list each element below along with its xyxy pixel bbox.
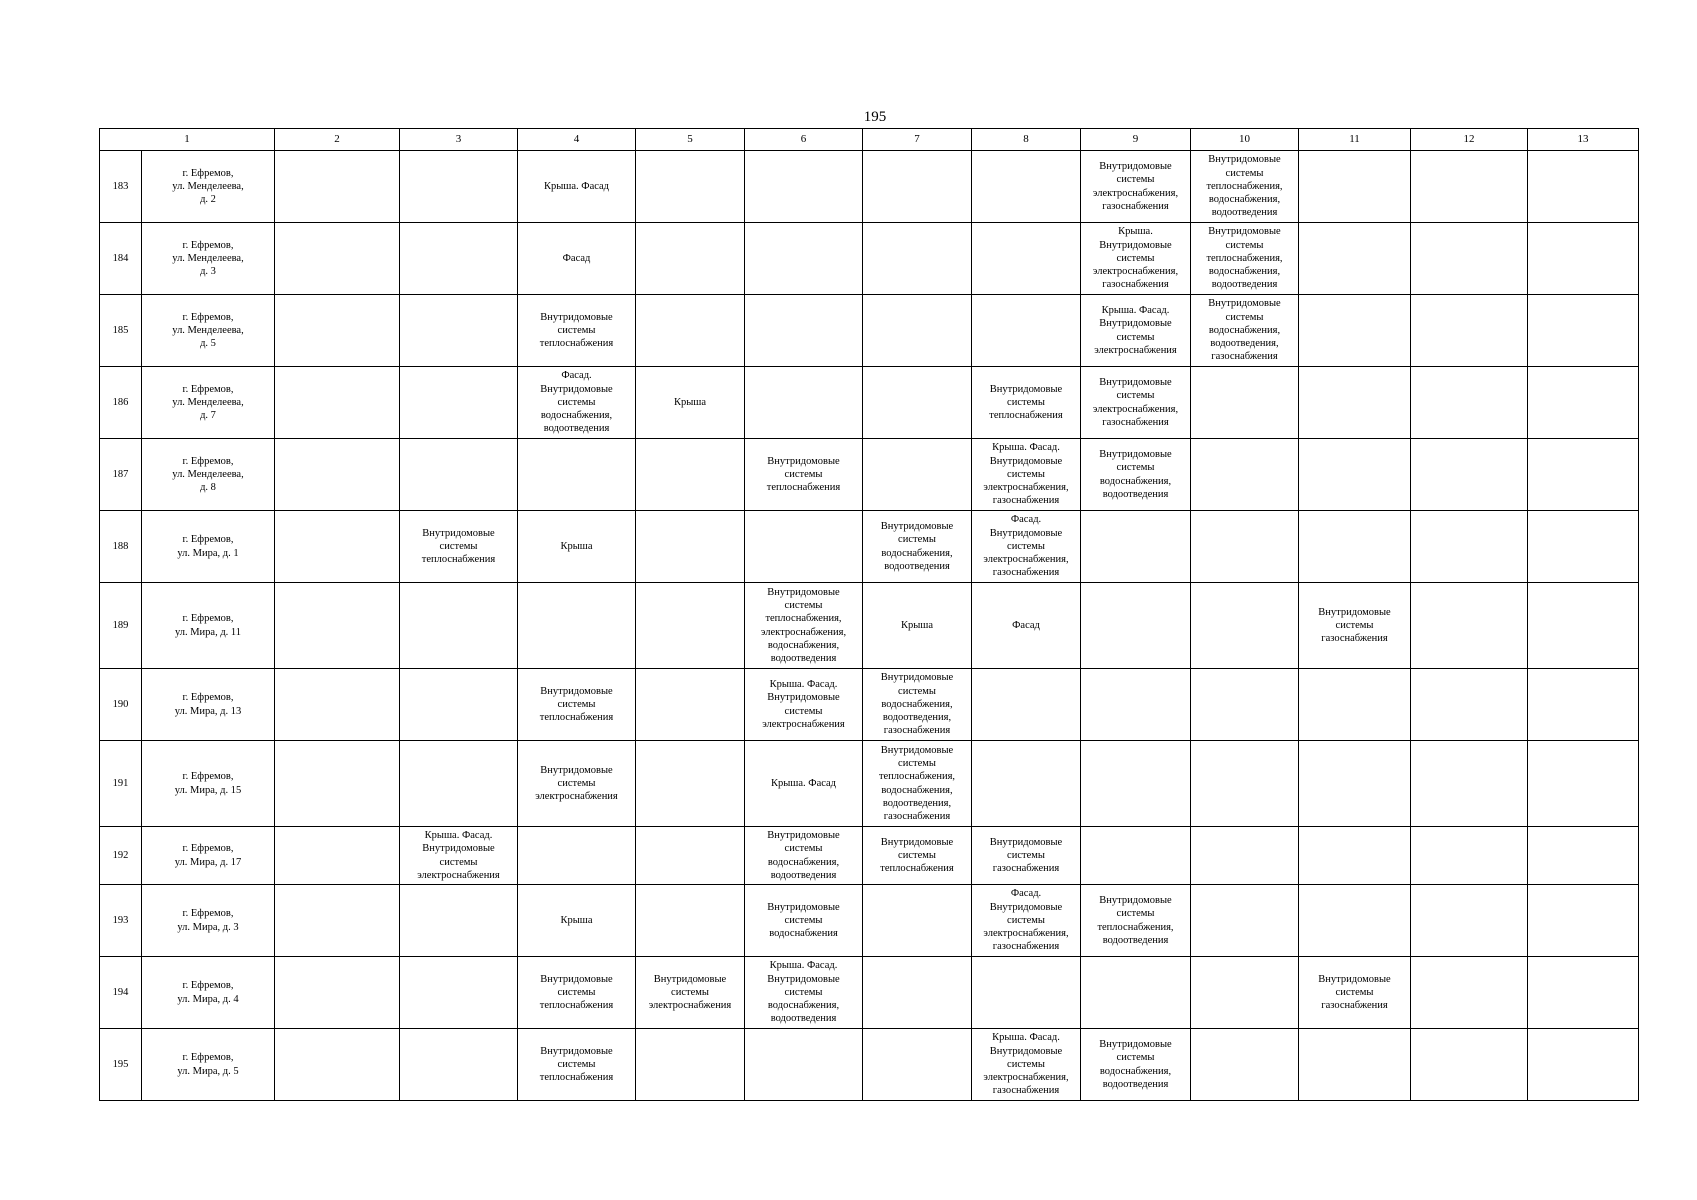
- work-cell-2: [275, 511, 400, 583]
- row-number-cell: 188: [100, 511, 142, 583]
- work-cell-7: [863, 1029, 972, 1101]
- work-cell-9: Внутридомовые системы электроснабжения, газоснабжения: [1081, 367, 1191, 439]
- work-cell-13: [1528, 223, 1639, 295]
- column-header: 5: [636, 129, 745, 151]
- address-cell: г. Ефремов, ул. Мира, д. 11: [142, 583, 275, 669]
- work-cell-2: [275, 741, 400, 827]
- column-header: 9: [1081, 129, 1191, 151]
- work-cell-10: [1191, 957, 1299, 1029]
- work-cell-3: Крыша. Фасад. Внутридомовые системы электроснабжения: [400, 827, 518, 885]
- address-cell: г. Ефремов, ул. Менделеева, д. 3: [142, 223, 275, 295]
- table-row: [100, 439, 1639, 511]
- table-row: [100, 223, 1639, 295]
- work-cell-10: Внутридомовые системы водоснабжения, водоотведения, газоснабжения: [1191, 295, 1299, 367]
- work-cell-6: Крыша. Фасад. Внутридомовые системы водоснабжения, водоотведения: [745, 957, 863, 1029]
- work-cell-2: [275, 367, 400, 439]
- work-cell-10: Внутридомовые системы теплоснабжения, водоснабжения, водоотведения: [1191, 223, 1299, 295]
- work-cell-12: [1411, 957, 1528, 1029]
- work-cell-6: Внутридомовые системы теплоснабжения: [745, 439, 863, 511]
- work-cell-11: [1299, 511, 1411, 583]
- work-cell-4: Внутридомовые системы электроснабжения: [518, 741, 636, 827]
- row-number-cell: 194: [100, 957, 142, 1029]
- work-cell-13: [1528, 583, 1639, 669]
- table-row: [100, 583, 1639, 669]
- work-cell-13: [1528, 439, 1639, 511]
- work-cell-7: Внутридомовые системы водоснабжения, водоотведения: [863, 511, 972, 583]
- work-cell-11: [1299, 151, 1411, 223]
- work-cell-4: Крыша. Фасад: [518, 151, 636, 223]
- work-cell-11: [1299, 367, 1411, 439]
- work-cell-6: [745, 295, 863, 367]
- work-cell-6: Крыша. Фасад: [745, 741, 863, 827]
- work-cell-4: Внутридомовые системы теплоснабжения: [518, 669, 636, 741]
- row-number-cell: 186: [100, 367, 142, 439]
- address-cell: г. Ефремов, ул. Менделеева, д. 7: [142, 367, 275, 439]
- work-cell-10: Внутридомовые системы теплоснабжения, водоснабжения, водоотведения: [1191, 151, 1299, 223]
- work-cell-6: [745, 367, 863, 439]
- work-cell-13: [1528, 151, 1639, 223]
- work-cell-11: [1299, 295, 1411, 367]
- work-cell-5: [636, 827, 745, 885]
- work-cell-9: Внутридомовые системы электроснабжения, газоснабжения: [1081, 151, 1191, 223]
- work-cell-11: Внутридомовые системы газоснабжения: [1299, 583, 1411, 669]
- work-cell-2: [275, 885, 400, 957]
- work-cell-5: [636, 1029, 745, 1101]
- work-cell-8: Фасад. Внутридомовые системы электроснабжения, газоснабжения: [972, 511, 1081, 583]
- work-cell-9: Внутридомовые системы теплоснабжения, водоотведения: [1081, 885, 1191, 957]
- work-cell-10: [1191, 669, 1299, 741]
- work-cell-11: [1299, 1029, 1411, 1101]
- work-cell-3: [400, 957, 518, 1029]
- row-number-cell: 193: [100, 885, 142, 957]
- address-cell: г. Ефремов, ул. Менделеева, д. 8: [142, 439, 275, 511]
- work-cell-7: [863, 151, 972, 223]
- repair-schedule-table: [99, 128, 1639, 1101]
- work-cell-12: [1411, 367, 1528, 439]
- work-cell-3: [400, 741, 518, 827]
- work-cell-9: [1081, 741, 1191, 827]
- work-cell-5: [636, 669, 745, 741]
- row-number-cell: 189: [100, 583, 142, 669]
- work-cell-12: [1411, 439, 1528, 511]
- page-number: 195: [863, 109, 887, 125]
- work-cell-13: [1528, 885, 1639, 957]
- work-cell-12: [1411, 223, 1528, 295]
- work-cell-10: [1191, 885, 1299, 957]
- column-header: 4: [518, 129, 636, 151]
- address-cell: г. Ефремов, ул. Мира, д. 4: [142, 957, 275, 1029]
- work-cell-2: [275, 827, 400, 885]
- table-row: [100, 669, 1639, 741]
- work-cell-9: Внутридомовые системы водоснабжения, водоотведения: [1081, 439, 1191, 511]
- work-cell-2: [275, 151, 400, 223]
- work-cell-6: Внутридомовые системы водоснабжения, водоотведения: [745, 827, 863, 885]
- work-cell-12: [1411, 511, 1528, 583]
- address-cell: г. Ефремов, ул. Мира, д. 13: [142, 669, 275, 741]
- work-cell-2: [275, 223, 400, 295]
- work-cell-4: Внутридомовые системы теплоснабжения: [518, 1029, 636, 1101]
- work-cell-12: [1411, 295, 1528, 367]
- table-row: [100, 957, 1639, 1029]
- table-row: [100, 295, 1639, 367]
- work-cell-8: Крыша. Фасад. Внутридомовые системы электроснабжения, газоснабжения: [972, 1029, 1081, 1101]
- address-cell: г. Ефремов, ул. Мира, д. 15: [142, 741, 275, 827]
- work-cell-8: [972, 741, 1081, 827]
- row-number-cell: 191: [100, 741, 142, 827]
- work-cell-5: [636, 151, 745, 223]
- table-row: [100, 827, 1639, 885]
- work-cell-10: [1191, 439, 1299, 511]
- work-cell-11: [1299, 741, 1411, 827]
- work-cell-5: Внутридомовые системы электроснабжения: [636, 957, 745, 1029]
- column-header: 7: [863, 129, 972, 151]
- work-cell-5: Крыша: [636, 367, 745, 439]
- work-cell-10: [1191, 583, 1299, 669]
- work-cell-7: [863, 367, 972, 439]
- work-cell-4: [518, 439, 636, 511]
- row-number-cell: 195: [100, 1029, 142, 1101]
- work-cell-9: [1081, 827, 1191, 885]
- address-cell: г. Ефремов, ул. Менделеева, д. 5: [142, 295, 275, 367]
- work-cell-9: [1081, 957, 1191, 1029]
- work-cell-7: [863, 223, 972, 295]
- work-cell-10: [1191, 741, 1299, 827]
- work-cell-11: [1299, 827, 1411, 885]
- work-cell-7: [863, 439, 972, 511]
- work-cell-12: [1411, 583, 1528, 669]
- work-cell-3: Внутридомовые системы теплоснабжения: [400, 511, 518, 583]
- work-cell-8: Фасад. Внутридомовые системы электроснабжения, газоснабжения: [972, 885, 1081, 957]
- work-cell-8: [972, 669, 1081, 741]
- table-body: [100, 151, 1639, 1101]
- work-cell-9: Крыша. Внутридомовые системы электроснабжения, газоснабжения: [1081, 223, 1191, 295]
- work-cell-11: [1299, 223, 1411, 295]
- work-cell-12: [1411, 151, 1528, 223]
- work-cell-7: Внутридомовые системы водоснабжения, водоотведения, газоснабжения: [863, 669, 972, 741]
- work-cell-7: Внутридомовые системы теплоснабжения: [863, 827, 972, 885]
- row-number-cell: 187: [100, 439, 142, 511]
- work-cell-2: [275, 957, 400, 1029]
- work-cell-10: [1191, 1029, 1299, 1101]
- row-number-cell: 183: [100, 151, 142, 223]
- work-cell-7: [863, 957, 972, 1029]
- table-row: [100, 1029, 1639, 1101]
- work-cell-6: Крыша. Фасад. Внутридомовые системы электроснабжения: [745, 669, 863, 741]
- work-cell-9: [1081, 511, 1191, 583]
- column-header: 6: [745, 129, 863, 151]
- work-cell-9: [1081, 583, 1191, 669]
- work-cell-3: [400, 295, 518, 367]
- work-cell-8: Внутридомовые системы газоснабжения: [972, 827, 1081, 885]
- address-cell: г. Ефремов, ул. Мира, д. 3: [142, 885, 275, 957]
- work-cell-13: [1528, 1029, 1639, 1101]
- work-cell-2: [275, 669, 400, 741]
- work-cell-12: [1411, 669, 1528, 741]
- work-cell-6: [745, 223, 863, 295]
- work-cell-13: [1528, 511, 1639, 583]
- row-number-cell: 190: [100, 669, 142, 741]
- work-cell-13: [1528, 295, 1639, 367]
- work-cell-2: [275, 295, 400, 367]
- column-header: 2: [275, 129, 400, 151]
- work-cell-6: [745, 1029, 863, 1101]
- work-cell-13: [1528, 741, 1639, 827]
- work-cell-13: [1528, 957, 1639, 1029]
- work-cell-9: Крыша. Фасад. Внутридомовые системы электроснабжения: [1081, 295, 1191, 367]
- row-number-cell: 184: [100, 223, 142, 295]
- work-cell-2: [275, 583, 400, 669]
- work-cell-3: [400, 669, 518, 741]
- table-row: [100, 885, 1639, 957]
- work-cell-9: [1081, 669, 1191, 741]
- work-cell-13: [1528, 827, 1639, 885]
- work-cell-7: [863, 295, 972, 367]
- work-cell-3: [400, 367, 518, 439]
- work-cell-6: [745, 511, 863, 583]
- work-cell-5: [636, 223, 745, 295]
- address-cell: г. Ефремов, ул. Менделеева, д. 2: [142, 151, 275, 223]
- work-cell-8: [972, 223, 1081, 295]
- work-cell-13: [1528, 367, 1639, 439]
- work-cell-5: [636, 439, 745, 511]
- work-cell-11: Внутридомовые системы газоснабжения: [1299, 957, 1411, 1029]
- work-cell-10: [1191, 511, 1299, 583]
- work-cell-11: [1299, 439, 1411, 511]
- work-cell-8: [972, 957, 1081, 1029]
- work-cell-6: Внутридомовые системы теплоснабжения, электроснабжения, водоснабжения, водоотведения: [745, 583, 863, 669]
- work-cell-3: [400, 151, 518, 223]
- table-row: [100, 511, 1639, 583]
- work-cell-12: [1411, 741, 1528, 827]
- work-cell-4: Крыша: [518, 885, 636, 957]
- column-header: 12: [1411, 129, 1528, 151]
- address-cell: г. Ефремов, ул. Мира, д. 1: [142, 511, 275, 583]
- work-cell-8: Крыша. Фасад. Внутридомовые системы электроснабжения, газоснабжения: [972, 439, 1081, 511]
- table-row: [100, 367, 1639, 439]
- column-header: 8: [972, 129, 1081, 151]
- work-cell-3: [400, 583, 518, 669]
- work-cell-3: [400, 885, 518, 957]
- column-header: 1: [100, 129, 275, 151]
- work-cell-5: [636, 583, 745, 669]
- work-cell-4: Крыша: [518, 511, 636, 583]
- work-cell-9: Внутридомовые системы водоснабжения, водоотведения: [1081, 1029, 1191, 1101]
- work-cell-8: [972, 151, 1081, 223]
- address-cell: г. Ефремов, ул. Мира, д. 17: [142, 827, 275, 885]
- work-cell-12: [1411, 885, 1528, 957]
- work-cell-7: [863, 885, 972, 957]
- work-cell-12: [1411, 1029, 1528, 1101]
- work-cell-4: [518, 583, 636, 669]
- column-header: 13: [1528, 129, 1639, 151]
- work-cell-12: [1411, 827, 1528, 885]
- table-row: [100, 741, 1639, 827]
- work-cell-10: [1191, 367, 1299, 439]
- work-cell-4: Фасад. Внутридомовые системы водоснабжения, водоотведения: [518, 367, 636, 439]
- work-cell-11: [1299, 885, 1411, 957]
- work-cell-4: Внутридомовые системы теплоснабжения: [518, 295, 636, 367]
- work-cell-4: Фасад: [518, 223, 636, 295]
- work-cell-4: Внутридомовые системы теплоснабжения: [518, 957, 636, 1029]
- row-number-cell: 192: [100, 827, 142, 885]
- work-cell-7: Крыша: [863, 583, 972, 669]
- work-cell-3: [400, 439, 518, 511]
- work-cell-8: [972, 295, 1081, 367]
- work-cell-6: [745, 151, 863, 223]
- table-row: [100, 151, 1639, 223]
- work-cell-8: Внутридомовые системы теплоснабжения: [972, 367, 1081, 439]
- work-cell-5: [636, 741, 745, 827]
- work-cell-8: Фасад: [972, 583, 1081, 669]
- work-cell-13: [1528, 669, 1639, 741]
- table-header-row: [100, 129, 1639, 151]
- address-cell: г. Ефремов, ул. Мира, д. 5: [142, 1029, 275, 1101]
- work-cell-11: [1299, 669, 1411, 741]
- column-header: 10: [1191, 129, 1299, 151]
- work-cell-6: Внутридомовые системы водоснабжения: [745, 885, 863, 957]
- work-cell-2: [275, 439, 400, 511]
- work-cell-4: [518, 827, 636, 885]
- row-number-cell: 185: [100, 295, 142, 367]
- work-cell-5: [636, 295, 745, 367]
- work-cell-3: [400, 223, 518, 295]
- column-header: 11: [1299, 129, 1411, 151]
- column-header: 3: [400, 129, 518, 151]
- work-cell-7: Внутридомовые системы теплоснабжения, водоснабжения, водоотведения, газоснабжения: [863, 741, 972, 827]
- work-cell-3: [400, 1029, 518, 1101]
- work-cell-5: [636, 511, 745, 583]
- work-cell-2: [275, 1029, 400, 1101]
- work-cell-5: [636, 885, 745, 957]
- work-cell-10: [1191, 827, 1299, 885]
